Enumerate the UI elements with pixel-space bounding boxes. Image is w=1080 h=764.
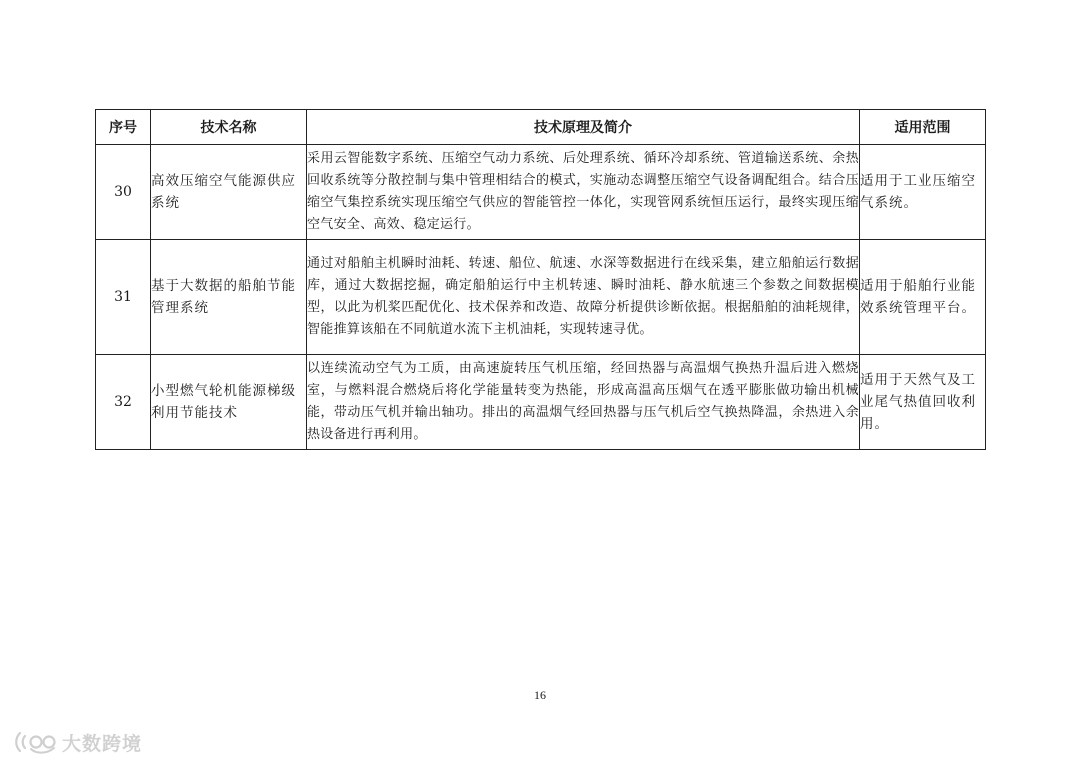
table-row: [96, 355, 986, 450]
row-tech-description: 通过对船舶主机瞬时油耗、转速、船位、航速、水深等数据进行在线采集，建立船舶运行数据库，通过大数据挖掘，确定船舶运行中主机转速、瞬时油耗、静水航速三个参数之间数据模型，以此为机桨匹配优化、技术保养和改造、故障分析提供诊断依据。根据船舶的油耗规律，智能推算该船在不同航道水流下主机油耗，实现转速寻优。: [307, 240, 860, 355]
table-header-row: [96, 110, 986, 145]
watermark: [14, 728, 142, 756]
row-no: 30: [96, 145, 151, 240]
technology-table: [95, 109, 986, 450]
row-scope: 适用于工业压缩空气系统。: [860, 145, 986, 240]
watermark-text: 大数跨境: [62, 732, 143, 755]
header-scope: 适用范围: [860, 110, 986, 145]
table-row: [96, 145, 986, 240]
header-name: 技术名称: [151, 110, 307, 145]
row-no: 32: [96, 355, 151, 450]
row-tech-name: 基于大数据的船舶节能管理系统: [151, 240, 307, 355]
row-scope: 适用于船舶行业能效系统管理平台。: [860, 240, 986, 355]
row-no: 31: [96, 240, 151, 355]
row-scope: 适用于天然气及工业尾气热值回收利用。: [860, 355, 986, 450]
header-no: 序号: [96, 110, 151, 145]
dashuju-logo-icon: [14, 729, 58, 755]
row-tech-description: 以连续流动空气为工质，由高速旋转压气机压缩，经回热器与高温烟气换热升温后进入燃烧室，与燃料混合燃烧后将化学能量转变为热能，形成高温高压烟气在透平膨胀做功输出机械能，带动压气机并输出轴功。排出的高温烟气经回热器与压气机后空气换热降温，余热进入余热设备进行再利用。: [307, 355, 860, 450]
row-tech-description: 采用云智能数字系统、压缩空气动力系统、后处理系统、循环冷却系统、管道输送系统、余热回收系统等分散控制与集中管理相结合的模式，实施动态调整压缩空气设备调配组合。结合压缩空气集控系统实现压缩空气供应的智能管控一体化，实现管网系统恒压运行，最终实现压缩空气安全、高效、稳定运行。: [307, 145, 860, 240]
row-tech-name: 高效压缩空气能源供应系统: [151, 145, 307, 240]
row-tech-name: 小型燃气轮机能源梯级利用节能技术: [151, 355, 307, 450]
table-row: [96, 240, 986, 355]
header-desc: 技术原理及简介: [307, 110, 860, 145]
page-number: 16: [534, 688, 546, 702]
